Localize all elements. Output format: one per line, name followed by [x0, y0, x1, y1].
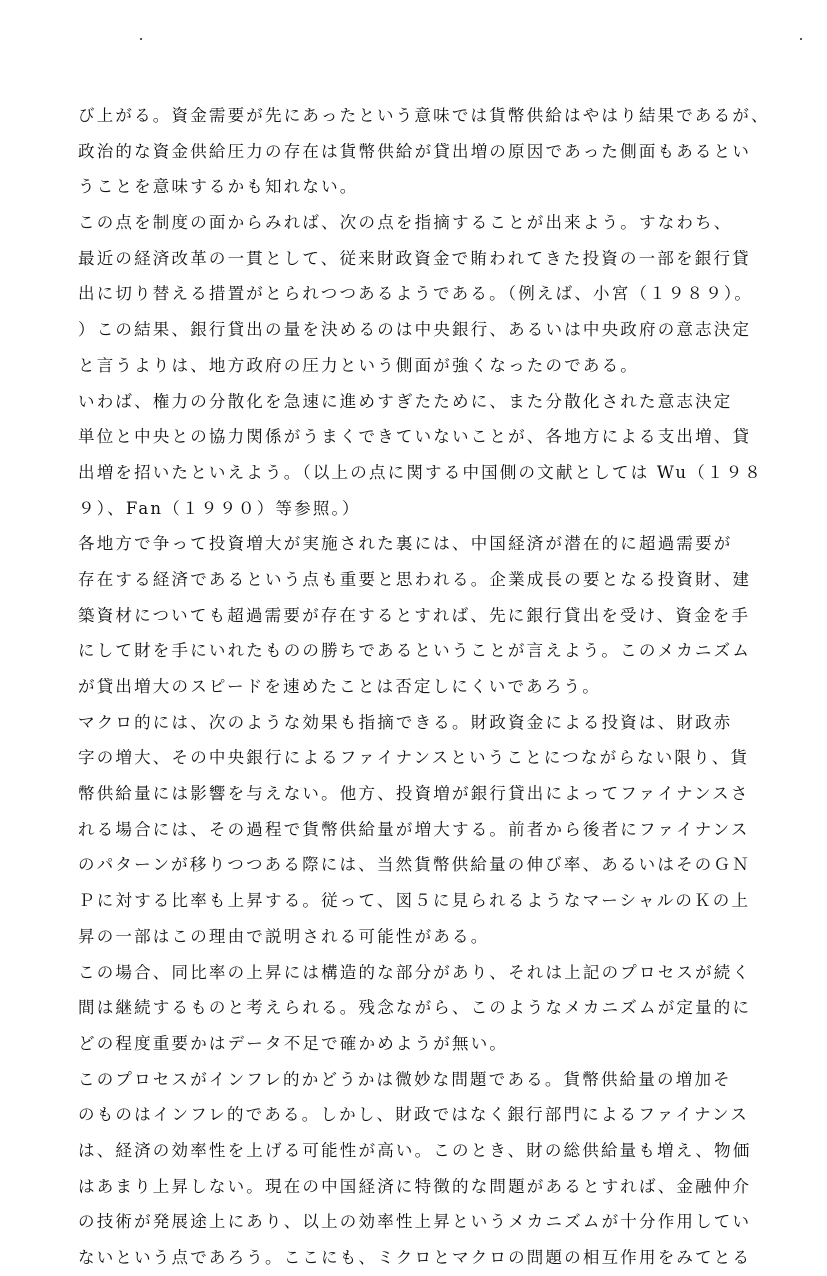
text-line: この場合、同比率の上昇には構造的な部分があり、それは上記のプロセスが続く	[78, 962, 752, 982]
text-line: ないという点であろう。ここにも、ミクロとマクロの問題の相互作用をみてとる	[78, 1248, 752, 1267]
text-line: Ｐに対する比率も上昇する。従って、図５に見られるようなマーシャルのＫの上	[78, 891, 751, 911]
text-line: のパターンが移りつつある際には、当然貨幣供給量の伸び率、あるいはそのＧＮ	[78, 855, 751, 875]
text-line: うことを意味するかも知れない。	[78, 177, 359, 197]
text-line: ）この結果、銀行貸出の量を決めるのは中央銀行、あるいは中央政府の意志決定	[78, 320, 752, 340]
text-line: 字の増大、その中央銀行によるファイナンスということにつながらない限り、貨	[78, 748, 750, 768]
text-line: 各地方で争って投資増大が実施された裏には、中国経済が潜在的に超過需要が	[78, 534, 733, 554]
scan-speck	[140, 38, 142, 40]
text-line: 昇の一部はこの理由で説明される可能性がある。	[78, 926, 490, 946]
text-line: 築資材についても超過需要が存在するとすれば、先に銀行貸出を受け、資金を手	[78, 605, 751, 625]
text-line: 存在する経済であるという点も重要と思われる。企業成長の要となる投資財、建	[78, 569, 752, 589]
text-line: は、経済の効率性を上げる可能性が高い。このとき、財の総供給量も増え、物価	[78, 1140, 752, 1160]
text-line: 政治的な資金供給圧力の存在は貨幣供給が貸出増の原因であった側面もあるとい	[78, 141, 752, 161]
text-line: どの程度重要かはデータ不足で確かめようが無い。	[78, 1033, 509, 1053]
text-line: マクロ的には、次のような効果も指摘できる。財政資金による投資は、財政赤	[78, 712, 733, 732]
text-line: 幣供給量には影響を与えない。他方、投資増が銀行貸出によってファイナンスさ	[78, 784, 750, 804]
text-line: れる場合には、その過程で貨幣供給量が増大する。前者から後者にファイナンス	[78, 819, 750, 839]
text-line: が貸出増大のスピードを速めたことは否定しにくいであろう。	[78, 677, 601, 696]
text-line: いわば、権力の分散化を急速に進めすぎたために、また分散化された意志決定	[78, 391, 733, 411]
text-line: の技術が発展途上にあり、以上の効率性上昇というメカニズムが十分作用してい	[78, 1212, 752, 1232]
text-line: 出増を招いたといえよう。（以上の点に関する中国側の文献としては Wu（１９８	[78, 462, 764, 482]
text-line: 最近の経済改革の一貫として、従来財政資金で賄われてきた投資の一部を銀行貸	[78, 248, 751, 268]
text-line: このプロセスがインフレ的かどうかは微妙な問題である。貨幣供給量の増加そ	[78, 1069, 732, 1089]
text-line: はあまり上昇しない。現在の中国経済に特徴的な問題があるとすれば、金融仲介	[78, 1176, 752, 1196]
body-text	[78, 98, 778, 1276]
text-line: にして財を手にいれたものの勝ちであるということが言えよう。このメカニズム	[78, 641, 752, 661]
text-line: 出に切り替える措置がとられつつあるようである。（例えば、小宮（１９８９）。	[78, 284, 754, 304]
text-line: 間は継続するものと考えられる。残念ながら、このようなメカニズムが定量的に	[78, 998, 752, 1018]
text-line: のものはインフレ的である。しかし、財政ではなく銀行部門によるファイナンス	[78, 1105, 749, 1125]
text-line: と言うよりは、地方政府の圧力という側面が強くなったのである。	[78, 355, 639, 375]
text-line: この点を制度の面からみれば、次の点を指摘することが出来よう。すなわち、	[78, 213, 733, 233]
scan-speck	[800, 38, 802, 40]
text-line: び上がる。資金需要が先にあったという意味では貨幣供給はやはり結果であるが、	[78, 106, 770, 125]
text-line: ９）、Fan（１９９０）等参照。）	[78, 498, 361, 518]
text-line: 単位と中央との協力関係がうまくできていないことが、各地方による支出増、貸	[78, 427, 752, 447]
